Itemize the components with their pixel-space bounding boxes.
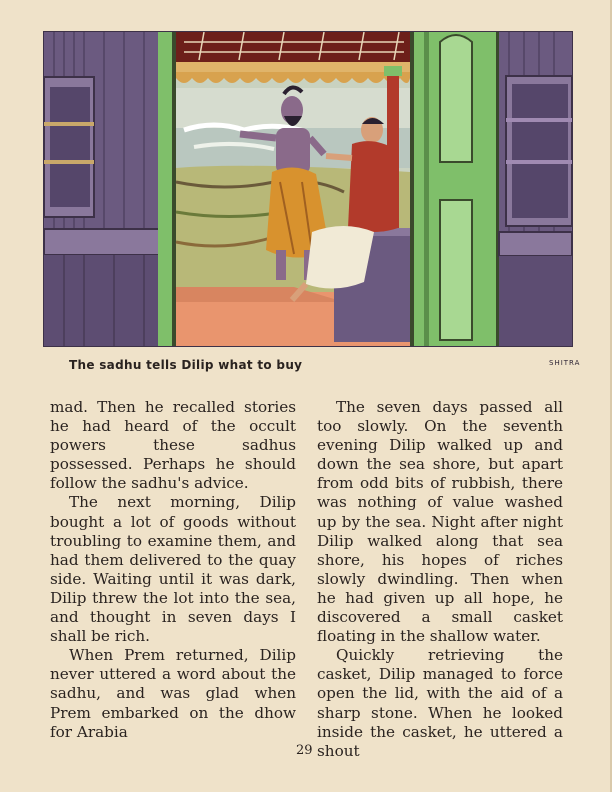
sadhu-and-dilip-picture [44, 32, 572, 346]
page-number: 29 [296, 743, 313, 758]
paragraph: The seven days passed all too slowly. On the seventh evening Dilip walked up and down the sea shore, but apart from odd bits of rubbish, there was nothing of value washed up by the sea. Night after night Dilip walked along that sea shore, his hopes of riches slowly dwindling. Then when he had given up all hope, he discovered a small casket floating in the shallow water. [317, 398, 563, 646]
right-text-column [317, 398, 563, 761]
artist-signature: SHITRA [549, 359, 581, 367]
left-text-column [50, 398, 296, 742]
illustration-caption: The sadhu tells Dilip what to buy [69, 358, 303, 372]
paragraph: When Prem returned, Dilip never uttered a word about the sadhu, and was glad when Prem embarked on the dhow for Arabia [50, 646, 296, 741]
paragraph: The next morning, Dilip bought a lot of goods without troubling to examine them, and had them delivered to the quay side. Waiting until it was dark, Dilip threw the lot into the sea, and thought in seven days I shall be rich. [50, 493, 296, 646]
paragraph: Quickly retrieving the casket, Dilip managed to force open the lid, with the aid of a sharp stone. When he looked inside the casket, he uttered a shout [317, 646, 563, 760]
paragraph: mad. Then he recalled stories he had heard of the occult powers these sadhus possessed. Perhaps he should follow the sadhu's advice. [50, 398, 296, 493]
